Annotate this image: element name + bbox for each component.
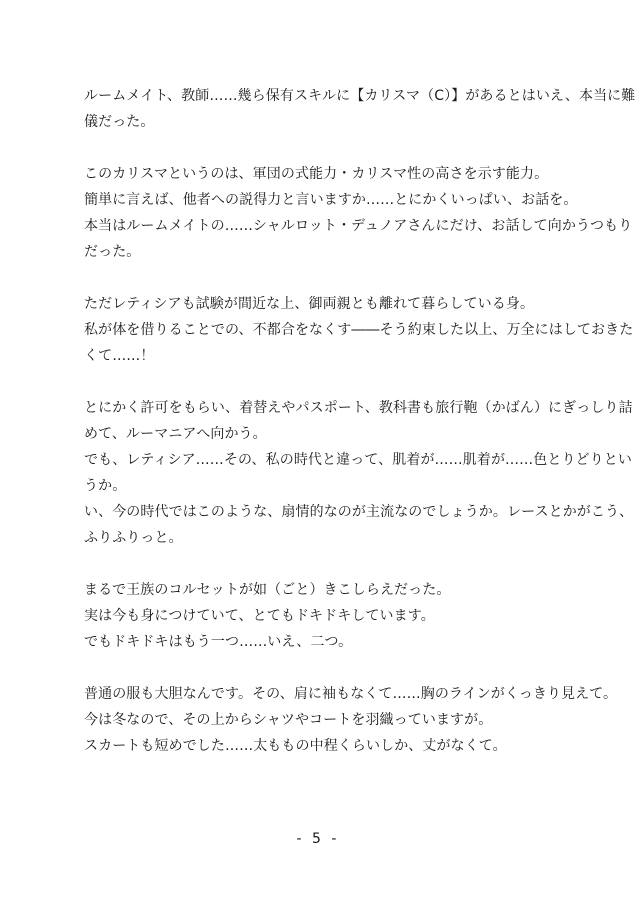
paragraph-3 [84,291,634,369]
paragraph-gap [84,655,556,681]
text-line: 本当はルームメイトの……シャルロット・デュノアさんにだけ、お話して向かうつもり [84,218,633,234]
paragraph-gap [84,551,556,577]
paragraph-gap [84,135,556,161]
paragraph-5 [84,577,556,655]
text-line: 実は今も身につけていて、とてもドキドキしています。 [84,608,435,624]
text-line: い、今の時代ではこのような、扇情的なのが主流なのでしょうか。レースとかがこう、 [84,504,634,520]
text-line: 儀だった。 [84,114,155,130]
text-line: でも、レティシア……その、私の時代と違って、肌着が……肌着が……色とりどりとい [84,452,632,468]
text-line: だった。 [84,244,141,260]
text-line: ただレティシアも試験が間近な上、御両親とも離れて暮らしている身。 [84,296,535,312]
text-line: ふりふりっと。 [84,530,183,546]
text-line: とにかく許可をもらい、着替えやパスポート、教科書も旅行鞄（かばん）にぎっしり詰 [84,400,633,416]
text-line: ルームメイト、教師……幾ら保有スキルに【カリスマ（C）】があるとはいえ、本当に難 [84,88,636,104]
page-number: - 5 - [296,831,340,847]
paragraph-4 [84,395,634,551]
text-line: めて、ルーマニアへ向かう。 [84,426,267,442]
text-line: このカリスマというのは、軍団の式能力・カリスマ性の高さを示す能力。 [84,166,549,182]
text-line: くて……！ [84,348,155,364]
text-line: でもドキドキはもう一つ……いえ、二つ。 [84,634,353,650]
paragraph-6 [84,681,618,759]
paragraph-2 [84,161,633,265]
text-line: 簡単に言えば、他者への説得力と言いますか……とにかくいっぱい、お話を。 [84,192,578,208]
text-line: スカートも短めでした……太ももの中程くらいしか、丈がなくて。 [84,738,507,754]
text-line: 私が体を借りることでの、不都合をなくす――そう約束した以上、万全にはしておきた [84,322,634,338]
paragraph-gap [84,265,556,291]
paragraph-1 [84,83,636,135]
text-line: 普通の服も大胆なんです。その、肩に袖もなくて……胸のラインがくっきり見えて。 [84,686,618,702]
text-line: まるで王族のコルセットが如（ごと）きこしらえだった。 [84,582,451,598]
paragraph-gap [84,369,556,395]
text-line: うか。 [84,478,127,494]
text-line: 今は冬なので、その上からシャツやコートを羽織っていますが。 [84,712,493,728]
body-text [84,83,636,759]
